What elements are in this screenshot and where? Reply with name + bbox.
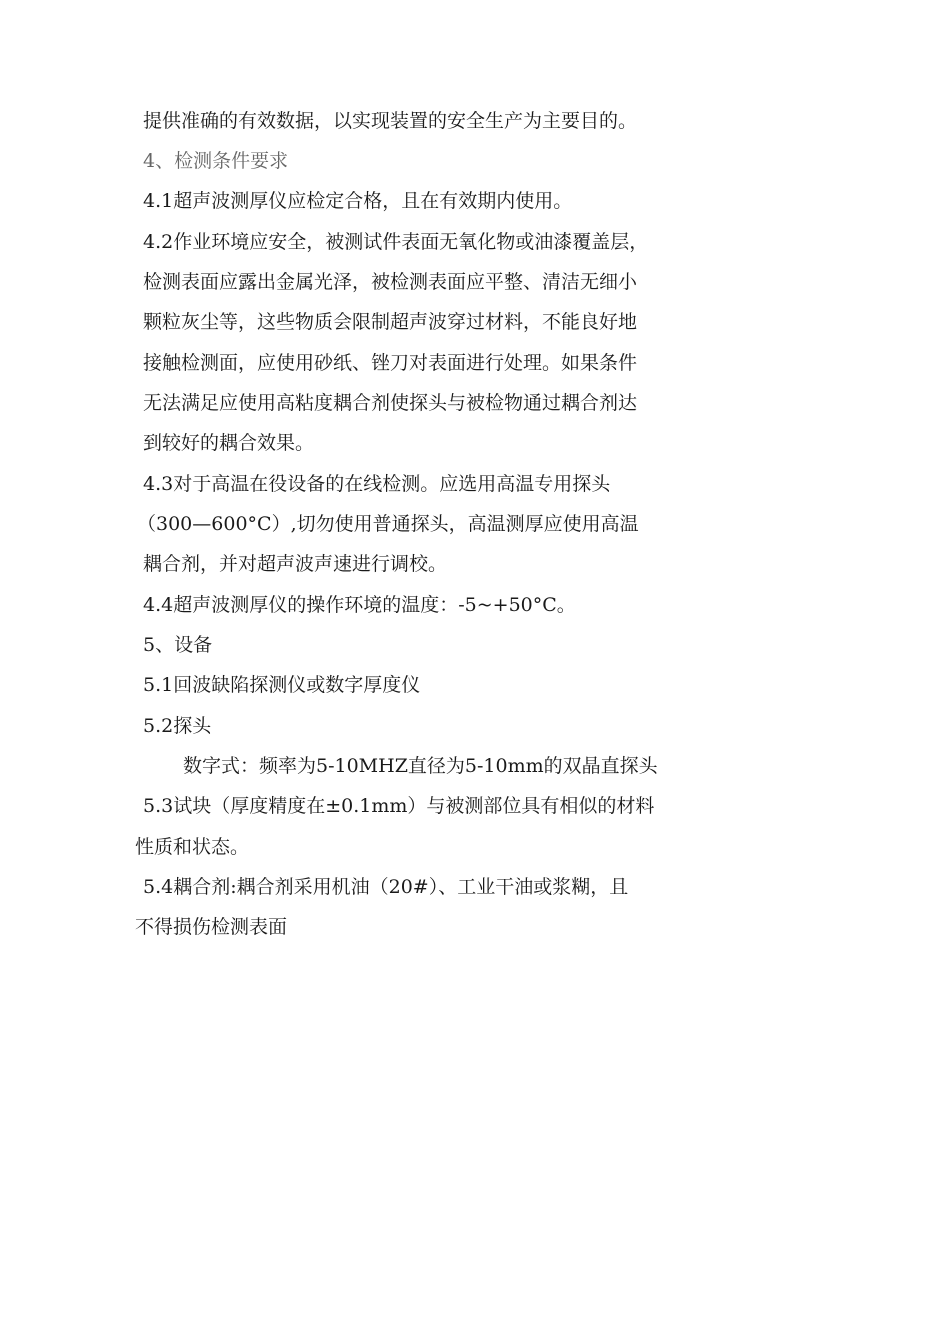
text-line-5-3-b: 性质和状态。	[135, 836, 250, 858]
text-line-4-3-c: 耦合剂，并对超声波声速进行调校。	[143, 553, 448, 575]
text-line-5-3: 5.3试块（厚度精度在±0.1mm）与被测部位具有相似的材料	[143, 795, 655, 817]
text-line-5-4-b: 不得损伤检测表面	[135, 916, 288, 938]
text-line-5-4: 5.4耦合剂:耦合剂采用机油（20#）、工业干油或浆糊，且	[143, 876, 629, 898]
section-heading-5: 5、设备	[143, 634, 213, 656]
text-line-4-2-c: 颗粒灰尘等，这些物质会限制超声波穿过材料，不能良好地	[143, 311, 638, 333]
text-line-4-3: 4.3对于高温在役设备的在线检测。应选用高温专用探头	[143, 473, 611, 495]
text-line-4-2-b: 检测表面应露出金属光泽，被检测表面应平整、清洁无细小	[143, 271, 638, 293]
text-line-5-2-b: 数字式：频率为5-10MHZ直径为5-10mm的双晶直探头	[183, 755, 658, 777]
text-line-4-4: 4.4超声波测厚仪的操作环境的温度：-5~+50°C。	[143, 594, 576, 616]
text-line-4-2-f: 到较好的耦合效果。	[143, 432, 315, 454]
text-line-1: 提供准确的有效数据，以实现装置的安全生产为主要目的。	[143, 110, 638, 132]
text-line-5-1: 5.1回波缺陷探测仪或数字厚度仪	[143, 674, 421, 696]
text-line-4-1: 4.1超声波测厚仪应检定合格，且在有效期内使用。	[143, 190, 573, 212]
text-line-5-2: 5.2探头	[143, 715, 212, 737]
text-line-4-3-b: （300—600°C）,切勿使用普通探头，高温测厚应使用高温	[137, 513, 639, 535]
text-line-4-2: 4.2作业环境应安全，被测试件表面无氧化物或油漆覆盖层，	[143, 231, 649, 253]
section-heading-4: 4、检测条件要求	[143, 150, 289, 172]
text-line-4-2-d: 接触检测面，应使用砂纸、锉刀对表面进行处理。如果条件	[143, 352, 638, 374]
text-line-4-2-e: 无法满足应使用高粘度耦合剂使探头与被检物通过耦合剂达	[143, 392, 638, 414]
